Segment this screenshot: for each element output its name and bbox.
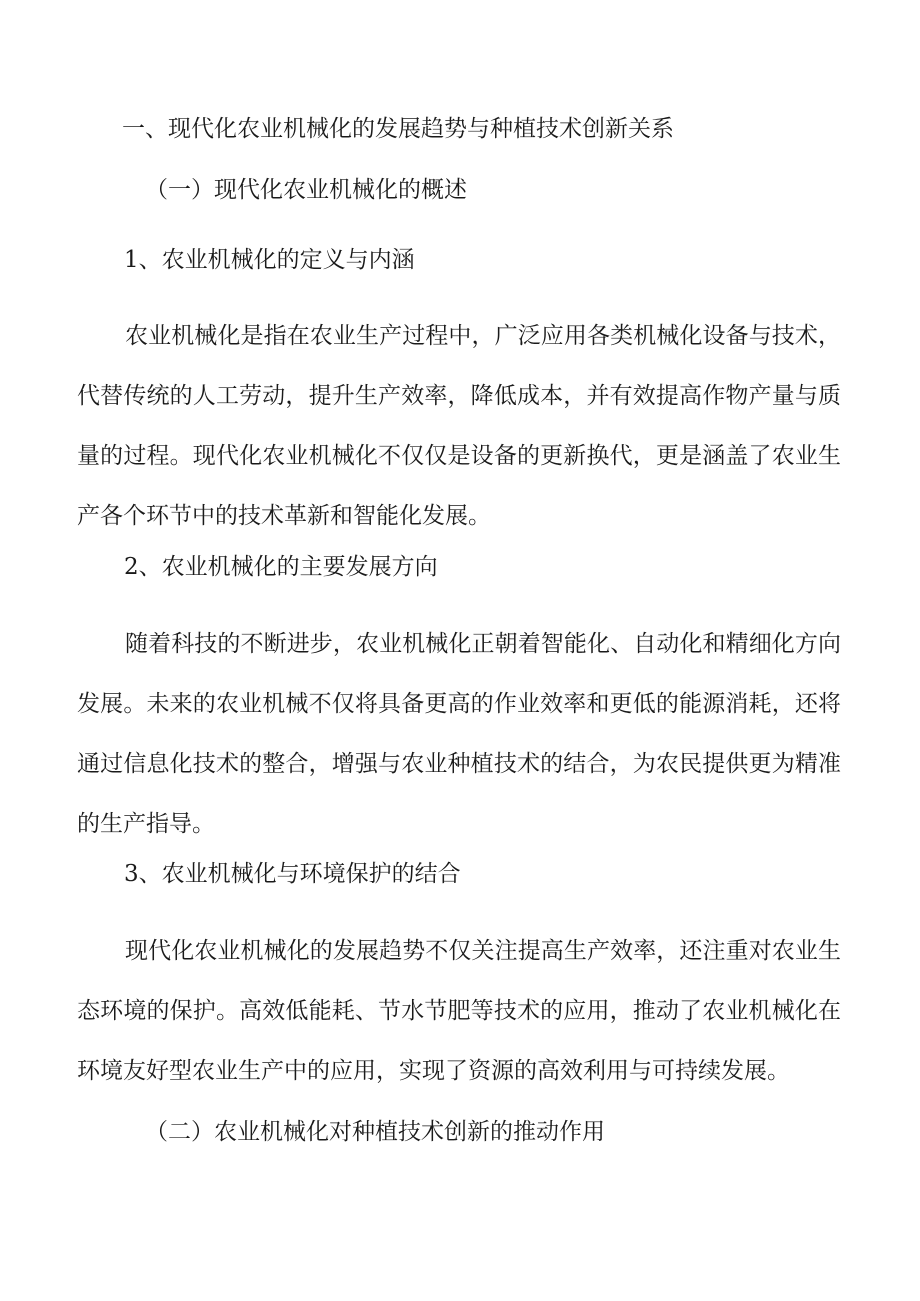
subsection-3-body: 现代化农业机械化的发展趋势不仅关注提高生产效率，还注重对农业生态环境的保护。高效低能耗、节水节肥等技术的应用，推动了农业机械化在环境友好型农业生产中的应用，实现了资源的高效利用与可持续发展。	[77, 938, 841, 1084]
heading-level-1: 一、现代化农业机械化的发展趋势与种植技术创新关系	[122, 116, 674, 142]
subsection-1-title: 1、农业机械化的定义与内涵	[124, 247, 415, 273]
subsection-2-body: 随着科技的不断进步，农业机械化正朝着智能化、自动化和精细化方向发展。未来的农业机械不仅将具备更高的作业效率和更低的能源消耗，还将通过信息化技术的整合，增强与农业种植技术的结合，为农民提供更为精准的生产指导。	[77, 631, 841, 837]
section-2-title: （二）农业机械化对种植技术创新的推动作用	[145, 1119, 605, 1145]
section-1-title: （一）现代化农业机械化的概述	[145, 177, 467, 203]
subsection-1-body: 农业机械化是指在农业生产过程中，广泛应用各类机械化设备与技术，代替传统的人工劳动，提升生产效率，降低成本，并有效提高作物产量与质量的过程。现代化农业机械化不仅仅是设备的更新换代，更是涵盖了农业生产各个环节中的技术革新和智能化发展。	[77, 323, 841, 529]
subsection-2-title: 2、农业机械化的主要发展方向	[124, 554, 438, 580]
subsection-3-title: 3、农业机械化与环境保护的结合	[124, 861, 461, 887]
